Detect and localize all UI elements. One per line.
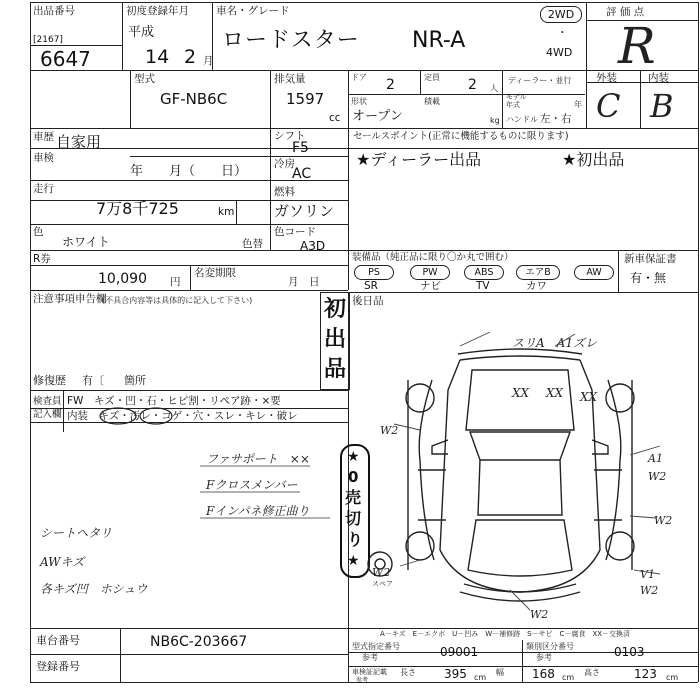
diagram-xx-hood: XX	[512, 386, 530, 400]
registration-year: 14	[145, 46, 170, 68]
category-number-label: 類別区分番号	[526, 642, 574, 651]
spare-tire-label: スペア	[372, 580, 393, 588]
front-window-row: FW キズ・凹・石・ヒビ割・リペア跡・×要	[67, 395, 281, 407]
caution-label: 注意事項申告欄	[33, 293, 107, 305]
mileage-label: 走行	[33, 183, 54, 195]
length-value: 395	[444, 667, 467, 681]
equipment-abs: ABS	[464, 265, 504, 280]
length-unit: cm	[474, 673, 487, 682]
grade-name: NR-A	[412, 28, 466, 53]
height-unit: cm	[666, 673, 679, 682]
stamp-star-top: ★	[347, 449, 360, 465]
height-label: 高さ	[584, 668, 600, 677]
cc-unit: cc	[329, 112, 341, 124]
color-change-label: 色替	[242, 238, 263, 250]
diagram-xx-hood-right: XX	[546, 386, 564, 400]
exterior-grade: C	[596, 87, 621, 125]
equipment-aw: AW	[574, 265, 614, 280]
handwritten-note-4: シートヘタリ	[40, 526, 113, 540]
diagram-top-annotation: スリA A1ズレ	[512, 336, 597, 350]
handwritten-note-1: ファサポート ××	[206, 452, 310, 466]
color-label: 色	[33, 226, 44, 238]
sales-point-label: セールスポイント(正常に機能するものに限ります)	[353, 131, 569, 142]
diagram-w2-left-front: W2	[380, 424, 399, 437]
registration-number-label: 登録番号	[36, 660, 80, 673]
equipment-airbag: エアB	[516, 265, 560, 280]
first-listing-stamp	[320, 292, 350, 390]
height-value: 123	[634, 667, 657, 681]
month-unit: 月	[203, 55, 214, 67]
doors-label: ドア	[351, 73, 367, 82]
recycle-label: R券	[33, 253, 51, 265]
interior-label: 内装	[648, 72, 669, 84]
color-code-value: A3D	[300, 239, 326, 253]
kg-unit: kg	[490, 116, 500, 125]
stamp-char-1: 初	[324, 297, 347, 322]
era-label: 平成	[128, 25, 155, 40]
type-designation-sub: 参考	[362, 653, 378, 662]
equipment-ps: PS	[354, 265, 394, 280]
shape-label: 形状	[351, 97, 367, 106]
model-grade-label: 車名・グレード	[216, 5, 290, 17]
note-underlines	[200, 440, 340, 530]
equipment-tv: TV	[476, 280, 490, 292]
width-value: 168	[532, 667, 555, 681]
lot-number: 6647	[40, 47, 91, 71]
equipment-navi: ナビ	[420, 280, 441, 292]
drive-2wd: 2WD	[540, 6, 582, 23]
sales-point-dealer: ★ディーラー出品	[356, 150, 482, 169]
type-value: GF-NB6C	[160, 90, 228, 108]
certificate-sub: 参考	[356, 677, 369, 684]
recycle-value: 10,090	[98, 271, 147, 287]
category-number-sub: 参考	[536, 653, 552, 662]
warranty-label: 新車保証書	[624, 253, 677, 265]
stamp-char-2: 出	[324, 327, 347, 352]
handwritten-note-5: AWキズ	[40, 555, 85, 569]
chassis-number-label: 車台番号	[36, 634, 80, 647]
stamp-ri: り	[347, 530, 364, 549]
repair-history-suffix: 箇所	[124, 374, 146, 387]
name-change-value: 月 日	[288, 276, 320, 288]
category-number-value: 0103	[614, 645, 645, 659]
handle-value: 左・右	[540, 113, 572, 125]
interior-marks	[96, 405, 236, 427]
type-label: 型式	[134, 73, 155, 85]
shift-value: F5	[292, 140, 309, 156]
equipment-sr: SR	[364, 280, 378, 292]
exterior-label: 外装	[596, 72, 617, 84]
yen-unit: 円	[170, 276, 181, 288]
diagram-w2-right-door: W2	[654, 514, 673, 527]
width-label: 幅	[496, 668, 504, 677]
lot-reference: [2167]	[33, 35, 63, 45]
inspector-sub-label: 記入欄	[33, 409, 62, 420]
repair-history-label: 修復歴	[33, 374, 66, 387]
shape-value: オープン	[352, 109, 403, 124]
year-unit: 年	[574, 100, 582, 109]
interior-grade: B	[650, 87, 674, 125]
vehicle-diagram	[360, 320, 680, 620]
drive-separator: ・	[557, 27, 568, 39]
handle-label: ハンドル	[506, 115, 538, 124]
length-label: 長さ	[400, 668, 416, 677]
certificate-label: 車検証記載	[352, 668, 387, 676]
ac-label: 冷房	[274, 158, 295, 170]
diagram-w2-rear-bumper: W2	[530, 608, 549, 621]
interior-condition-row: 内装 キズ・汚レ・コゲ・穴・スレ・キレ・破レ	[67, 410, 298, 422]
equipment-leather: カワ	[526, 280, 547, 292]
color-code-label: 色コード	[274, 226, 316, 238]
usage-label: 車歴	[33, 131, 54, 143]
diagram-xx-fender: XX	[580, 390, 598, 404]
equipment-label: 装備品（純正品に限り〇か丸で囲む）	[352, 252, 514, 263]
mileage-value: 7万8千725	[96, 199, 179, 218]
displacement-value: 1597	[286, 90, 325, 108]
model-name: ロードスター	[222, 28, 360, 53]
person-unit: 人	[490, 84, 498, 93]
diagram-w2-right-rear: W2	[640, 584, 659, 597]
stamp-zero: 0	[348, 468, 359, 486]
stamp-sell: 売	[345, 488, 362, 507]
capacity-value: 2	[468, 77, 477, 93]
fuel-label: 燃料	[274, 186, 295, 198]
displacement-label: 排気量	[274, 73, 306, 85]
dealer-parallel-label: ディーラー・並行	[508, 76, 572, 85]
load-label: 積載	[424, 97, 440, 106]
handwritten-note-6: 各キズ凹 ホシュウ	[40, 582, 148, 596]
capacity-label: 定員	[424, 73, 440, 82]
doors-value: 2	[386, 77, 395, 93]
repair-history-value: 有〔	[82, 374, 104, 387]
damage-legend: A－キズ E－エクボ U－凹み W－補修跡 S－サビ C－腐食 XX－交換済	[380, 630, 631, 638]
usage-value: 自家用	[56, 133, 102, 151]
inspection-label: 車検	[33, 152, 54, 164]
type-designation-label: 型式指定番号	[352, 642, 400, 651]
stamp-char-3: 品	[324, 357, 347, 382]
diagram-w2-right-front: W2	[648, 470, 667, 483]
grade-score: R	[618, 17, 656, 75]
warranty-value: 有・無	[630, 271, 667, 285]
diagram-a1-right: A1	[648, 452, 663, 465]
registration-month: 2	[184, 46, 197, 68]
sales-point-first-listing: ★初出品	[562, 150, 625, 169]
drive-4wd: 4WD	[546, 46, 573, 59]
km-unit: km	[218, 206, 235, 218]
grade-score-label: 評 価 点	[606, 6, 645, 18]
first-registration-label: 初度登録年月	[126, 5, 189, 17]
caution-sub-label: (不具合内容等は具体的に記入して下さい)	[102, 296, 253, 305]
diagram-w2-left-rear: W2	[372, 566, 391, 579]
diagram-v1-right: V1	[640, 568, 655, 581]
stamp-cut: 切	[345, 509, 362, 528]
inspector-label: 検査員	[33, 396, 62, 407]
stamp-star-bottom: ★	[347, 553, 360, 569]
lot-number-label: 出品番号	[33, 5, 75, 17]
equipment-pw: PW	[410, 265, 450, 280]
type-designation-value: 09001	[440, 645, 479, 659]
fuel-value: ガソリン	[274, 202, 335, 220]
handwritten-note-2: Fクロスメンバー	[206, 478, 298, 492]
inspection-value: 年 月（ 日）	[130, 164, 248, 179]
name-change-label: 名変期限	[194, 267, 236, 279]
after-items-label: 後日品	[352, 295, 384, 307]
ac-value: AC	[292, 166, 312, 182]
shift-label: シフト	[274, 130, 306, 142]
chassis-number-value: NB6C-203667	[150, 634, 248, 650]
handwritten-note-3: Fインパネ修正曲り	[206, 504, 310, 518]
width-unit: cm	[562, 673, 575, 682]
color-value: ホワイト	[62, 235, 110, 249]
model-year-label: モデル年式	[506, 93, 527, 109]
